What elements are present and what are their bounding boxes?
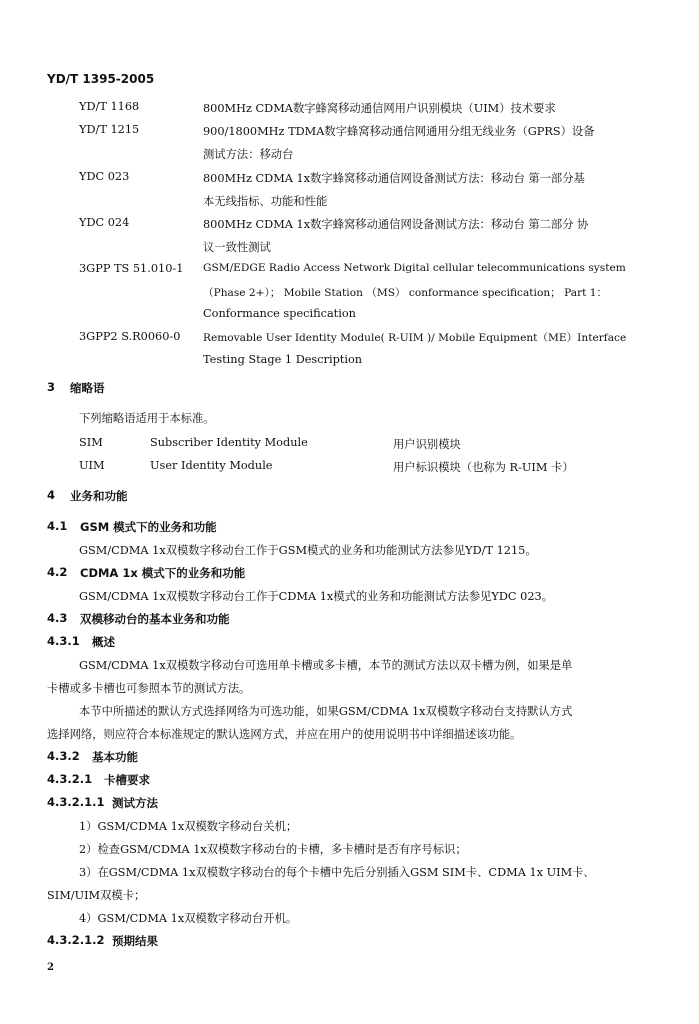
section-title: 概述 [92,635,115,649]
ref-desc-line: （Phase 2+）； Mobile Station （MS） conformance specification； Part 1： [203,287,608,299]
paragraph: GSM/CDMA 1x双模数字移动台工作于CDMA 1x模式的业务和功能测试方法参见YDC 023。 [79,590,554,603]
ref-code: 3GPP TS 51.010-1 [79,262,184,275]
section-title: 双模移动台的基本业务和功能 [80,612,230,626]
section-number: 4.1 [47,519,68,533]
ref-desc-line: Removable User Identity Module( R-UIM )/ Mobile Equipment（ME）Interface [203,332,627,344]
section-number: 4.3.2.1.1 [47,795,105,809]
abbr-english: User Identity Module [150,459,273,472]
ref-desc-line: GSM/EDGE Radio Access Network Digital cellular telecommunications system [203,262,626,274]
abbr-english: Subscriber Identity Module [150,436,308,449]
section-number: 4.3.2.1 [47,772,93,786]
ref-desc-line: 本无线指标、功能和性能 [203,195,328,208]
paragraph: GSM/CDMA 1x双模数字移动台工作于GSM模式的业务和功能测试方法参见YD/T 1215。 [79,544,537,557]
section-number: 4.2 [47,565,68,579]
ref-code: YD/T 1215 [79,123,140,136]
section-title: CDMA 1x 模式下的业务和功能 [80,566,246,580]
section-number: 3 [47,380,56,394]
section-title: 预期结果 [112,934,158,948]
section-title: GSM 模式下的业务和功能 [80,520,217,534]
section-title: 缩略语 [70,381,105,395]
section-number: 4.3.2.1.2 [47,933,105,947]
section-intro: 下列缩略语适用于本标准。 [79,412,215,425]
section-title: 基本功能 [92,750,138,764]
ref-code: YDC 023 [79,170,130,183]
ref-desc-line: Conformance specification [203,307,356,320]
section-title: 测试方法 [112,796,158,810]
ref-desc-line: 800MHz CDMA 1x数字蜂窝移动通信网设备测试方法：移动台 第二部分 协 [203,218,589,231]
ref-code: YD/T 1168 [79,100,140,113]
step-item: 3）在GSM/CDMA 1x双模数字移动台的每个卡槽中先后分别插入GSM SIM卡、CDMA 1x UIM卡、 [79,866,595,879]
abbr-chinese: 用户标识模块（也称为 R-UIM 卡） [393,461,574,474]
section-number: 4.3 [47,611,68,625]
section-title: 卡槽要求 [104,773,150,787]
page-header: YD/T 1395-2005 [47,72,155,86]
abbr-term: SIM [79,436,103,449]
abbr-chinese: 用户识别模块 [393,438,461,451]
step-item: 1）GSM/CDMA 1x双模数字移动台关机； [79,820,298,833]
ref-code: 3GPP2 S.R0060-0 [79,330,181,343]
paragraph-line: 本节中所描述的默认方式选择网络为可选功能，如果GSM/CDMA 1x双模数字移动台支持默认方式 [79,705,573,718]
paragraph-line: GSM/CDMA 1x双模数字移动台可选用单卡槽或多卡槽，本节的测试方法以双卡槽为例，如果是单 [79,659,573,672]
ref-desc-line: 800MHz CDMA数字蜂窝移动通信网用户识别模块（UIM）技术要求 [203,102,556,115]
section-number: 4.3.2 [47,749,80,763]
paragraph-line: 选择网络，则应符合本标准规定的默认选网方式，并应在用户的使用说明书中详细描述该功能。 [47,728,522,741]
step-item: SIM/UIM双模卡； [47,889,146,902]
paragraph-line: 卡槽或多卡槽也可参照本节的测试方法。 [47,682,251,695]
ref-desc-line: 900/1800MHz TDMA数字蜂窝移动通信网通用分组无线业务（GPRS）设备 [203,125,595,138]
ref-desc-line: Testing Stage 1 Description [203,353,363,366]
abbr-term: UIM [79,459,105,472]
ref-code: YDC 024 [79,216,130,229]
step-item: 2）检查GSM/CDMA 1x双模数字移动台的卡槽，多卡槽时是否有序号标识； [79,843,467,856]
ref-desc-line: 议一致性测试 [203,241,271,254]
section-number: 4 [47,488,56,502]
section-title: 业务和功能 [70,489,128,503]
step-item: 4）GSM/CDMA 1x双模数字移动台开机。 [79,912,298,925]
page-number: 2 [47,962,54,973]
ref-desc-line: 800MHz CDMA 1x数字蜂窝移动通信网设备测试方法：移动台 第一部分基 [203,172,585,185]
section-number: 4.3.1 [47,634,80,648]
ref-desc-line: 测试方法：移动台 [203,148,294,161]
